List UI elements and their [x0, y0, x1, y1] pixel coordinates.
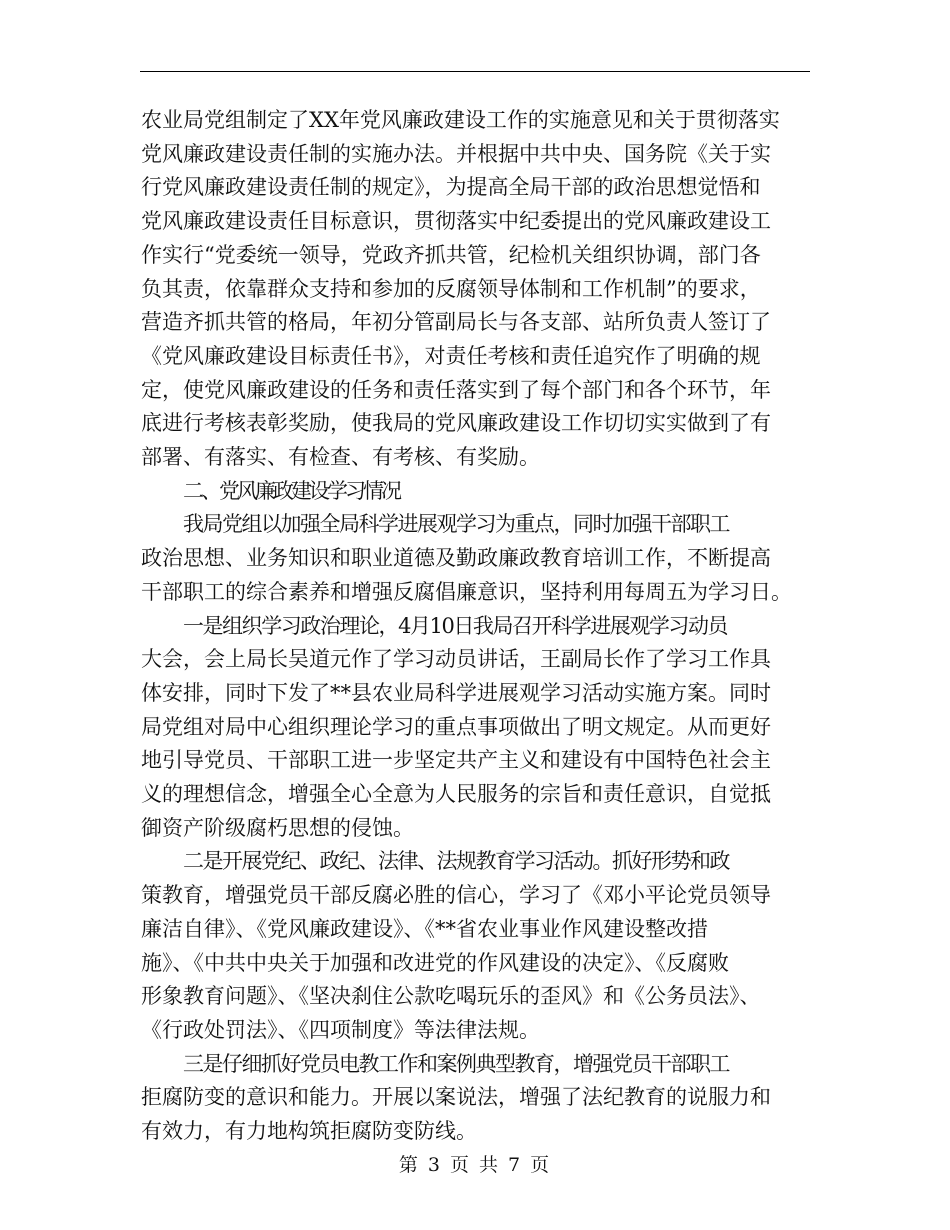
- text-line: 拒腐防变的意识和能力。开展以案说法，增强了法纪教育的说服力和: [141, 1085, 771, 1110]
- paragraph: [141, 104, 813, 475]
- text-line: 部署、有落实、有检查、有考核、有奖励。: [141, 445, 540, 470]
- text-line: 农业局党组制定了XX年党风廉政建设工作的实施意见和关于贯彻落实: [141, 108, 780, 132]
- text-line: 营造齐抓共管的格局，年初分管副局长与各支部、站所负责人签订了: [141, 310, 771, 335]
- text-line: 施》、《中共中央关于加强和改进党的作风建设的决定》、《反腐败: [141, 950, 729, 975]
- text-line: 行党风廉政建设责任制的规定》，为提高全局干部的政治思想觉悟和: [141, 175, 761, 200]
- text-line: 一是组织学习政治理论，4月10日我局召开科学进展观学习动员: [183, 613, 728, 638]
- text-line: 形象教育问题》、《坚决刹住公款吃喝玩乐的歪风》和《公务员法》、: [141, 984, 761, 1009]
- text-line: 有效力，有力地构筑拒腐防变防线。: [141, 1119, 477, 1144]
- text-line: 局党组对局中心组织理论学习的重点事项做出了明文规定。从而更好: [141, 714, 771, 739]
- text-line: 作实行“党委统一领导，党政齐抓共管，纪检机关组织协调，部门各: [141, 242, 761, 267]
- text-line: 廉洁自律》、《党风廉政建设》、《**省农业事业作风建设整改措: [141, 916, 708, 941]
- text-line: 《行政处罚法》、《四项制度》等法律法规。: [141, 1017, 540, 1042]
- document-body: [141, 104, 813, 1149]
- text-line: 二、党风廉政建设学习情况: [183, 478, 399, 503]
- text-line: 义的理想信念，增强全心全意为人民服务的宗旨和责任意识，自觉抵: [141, 782, 771, 807]
- text-line: 三是仔细抓好党员电教工作和案例典型教育，增强党员干部职工: [183, 1051, 729, 1076]
- text-line: 大会，会上局长吴道元作了学习动员讲话，王副局长作了学习工作具: [141, 647, 771, 672]
- paragraph: [141, 610, 813, 846]
- text-line: 干部职工的综合素养和增强反腐倡廉意识，坚持利用每周五为学习日。: [141, 579, 792, 604]
- paragraph: [141, 475, 813, 509]
- page-number-label: 第 3 页 共 7 页: [398, 1154, 552, 1176]
- text-line: 体安排，同时下发了**县农业局科学进展观学习活动实施方案。同时: [141, 680, 771, 705]
- text-line: 我局党组以加强全局科学进展观学习为重点，同时加强干部职工: [183, 512, 729, 537]
- text-line: 定，使党风廉政建设的任务和责任落实到了每个部门和各个环节，年: [141, 377, 771, 402]
- text-line: 底进行考核表彰奖励，使我局的党风廉政建设工作切切实实做到了有: [141, 411, 771, 436]
- text-line: 负其责，依靠群众支持和参加的反腐领导体制和工作机制”的要求，: [141, 276, 761, 301]
- text-line: 御资产阶级腐朽思想的侵蚀。: [141, 815, 414, 840]
- text-line: 策教育，增强党员干部反腐必胜的信心，学习了《邓小平论党员领导: [141, 883, 771, 908]
- text-line: 二是开展党纪、政纪、法律、法规教育学习活动。抓好形势和政: [183, 849, 729, 874]
- paragraph: [141, 1048, 813, 1149]
- paragraph: [141, 845, 813, 1047]
- text-line: 地引导党员、干部职工进一步坚定共产主义和建设有中国特色社会主: [141, 748, 771, 773]
- text-line: 党风廉政建设责任制的实施办法。并根据中共中央、国务院《关于实: [141, 141, 771, 166]
- text-line: 《党风廉政建设目标责任书》，对责任考核和责任追究作了明确的规: [141, 343, 761, 368]
- paragraph: [141, 508, 813, 609]
- header-rule: [140, 71, 810, 72]
- text-line: 党风廉政建设责任目标意识，贯彻落实中纪委提出的党风廉政建设工: [141, 209, 771, 234]
- page-footer: [0, 1150, 950, 1177]
- text-line: 政治思想、业务知识和职业道德及勤政廉政教育培训工作，不断提高: [141, 546, 771, 571]
